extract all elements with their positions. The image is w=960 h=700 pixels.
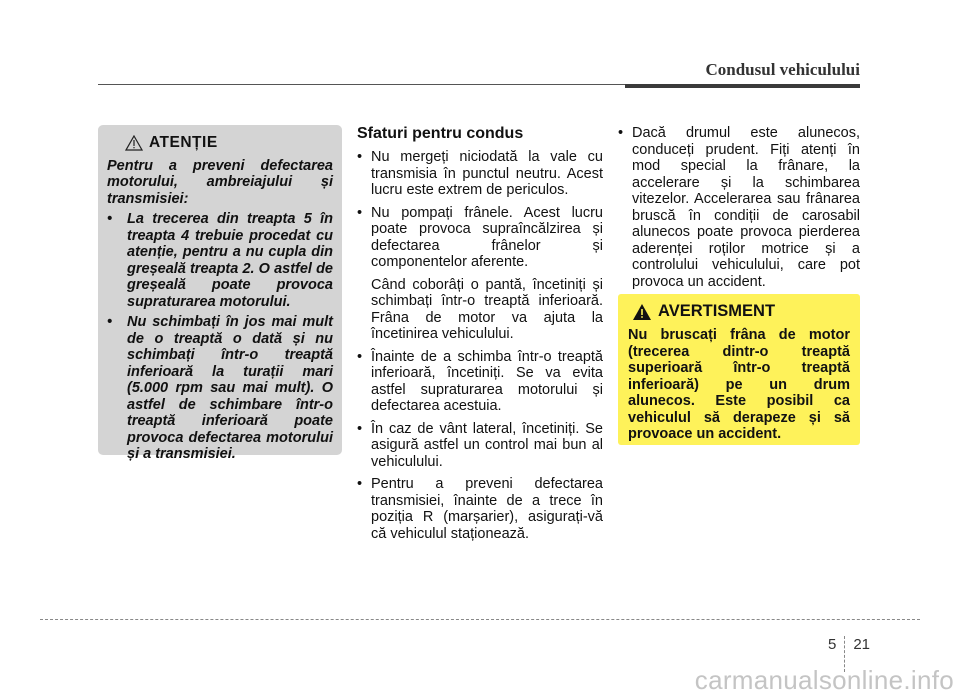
- list-item-subparagraph: Când coborâți o pantă, încetiniți și schimbați într-o treaptă inferioară. Frâna de motor va ajuta la încetinirea vehiculului.: [371, 276, 603, 342]
- header-title: Condusul vehiculului: [705, 60, 860, 79]
- caution-box: [98, 125, 342, 462]
- bullet: •: [357, 348, 363, 365]
- tips-column-continued: [618, 125, 860, 296]
- list-item: [357, 205, 603, 343]
- caution-title: ATENȚIE: [149, 134, 218, 151]
- caution-list: [107, 211, 333, 463]
- header-divider-accent: [625, 84, 860, 88]
- bullet: •: [618, 125, 624, 141]
- list-item-text: Pentru a preveni defectarea transmisiei, înainte de a trece în poziția R (marșarier), asigurați-vă că vehiculul staționează.: [371, 476, 603, 542]
- caution-header: [125, 135, 333, 152]
- watermark: carmanualsonline.info: [694, 665, 954, 695]
- list-item-text: Nu pompați frânele. Acest lucru poate provoca supraîncălzirea și defectarea frânelor și componentelor aferente.: [371, 204, 603, 270]
- bullet: •: [357, 420, 363, 437]
- list-item-text: Înainte de a schimba într-o treaptă inferioară, încetiniți. Se va evita astfel supraturarea motorului și defectarea acestuia.: [371, 348, 603, 414]
- tips-list: [357, 149, 603, 542]
- page-number-value: 21: [853, 635, 871, 653]
- page-number: [828, 626, 870, 662]
- list-item: [357, 421, 603, 471]
- list-item: [357, 149, 603, 199]
- footer-divider: [40, 619, 920, 620]
- list-item: [107, 211, 333, 310]
- caution-intro: Pentru a preveni defectarea motorului, ambreiajului și transmisiei:: [107, 157, 333, 207]
- bullet: •: [107, 314, 113, 330]
- list-item-text: În caz de vânt lateral, încetiniți. Se asigură astfel un control mai bun al vehiculului.: [371, 420, 603, 470]
- list-item: [618, 125, 860, 290]
- bullet: •: [107, 211, 113, 227]
- section-title: Sfaturi pentru condus: [357, 125, 524, 142]
- list-item-text: Dacă drumul este alunecos, conduceți prudent. Fiți atenți în mod special la frânare, la accelerare și la schimbarea vitezelor. Accelerarea sau frânarea bruscă în condiții de carosabil alunecos poate provoca pierderea aderenței roților motrice și a controlului vehiculului, care pot provoca un accident.: [632, 125, 860, 290]
- list-item: [107, 314, 333, 463]
- tips-column: [357, 125, 603, 548]
- list-item: [357, 349, 603, 415]
- warning-text: Nu bruscați frâna de motor (trecerea dintr-o treaptă superioară într-o treaptă inferioară) pe un drum alunecos. Este posibil ca vehiculul să derapeze și să provoace un accident.: [628, 327, 850, 442]
- chapter-number: 5: [828, 635, 837, 653]
- list-item: [357, 476, 603, 542]
- warning-triangle-icon: [632, 303, 652, 321]
- warning-box: [618, 294, 860, 445]
- bullet: •: [357, 149, 363, 165]
- warning-header: [632, 302, 850, 321]
- warning-triangle-icon: [125, 135, 143, 151]
- list-item-text: La trecerea din treapta 5 în treapta 4 trebuie procedat cu atenție, pentru a nu cupla din greșeală treapta 2. O astfel de greșeală poate provoca supraturarea motorului.: [127, 211, 333, 310]
- bullet: •: [357, 204, 363, 221]
- bullet: •: [357, 476, 363, 492]
- tips-list-continued: [618, 125, 860, 290]
- list-item-text: Nu mergeți niciodată la vale cu transmisia în punctul neutru. Acest lucru este extrem de periculos.: [371, 149, 603, 198]
- warning-title: AVERTISMENT: [658, 302, 776, 320]
- list-item-text: Nu schimbați în jos mai mult de o treaptă o dată și nu schimbați într-o treaptă inferioară la turații mari (5.000 rpm sau mai mult). O astfel de schimbare într-o treaptă inferioară poate provoca defectarea motorului și a transmisiei.: [127, 314, 333, 462]
